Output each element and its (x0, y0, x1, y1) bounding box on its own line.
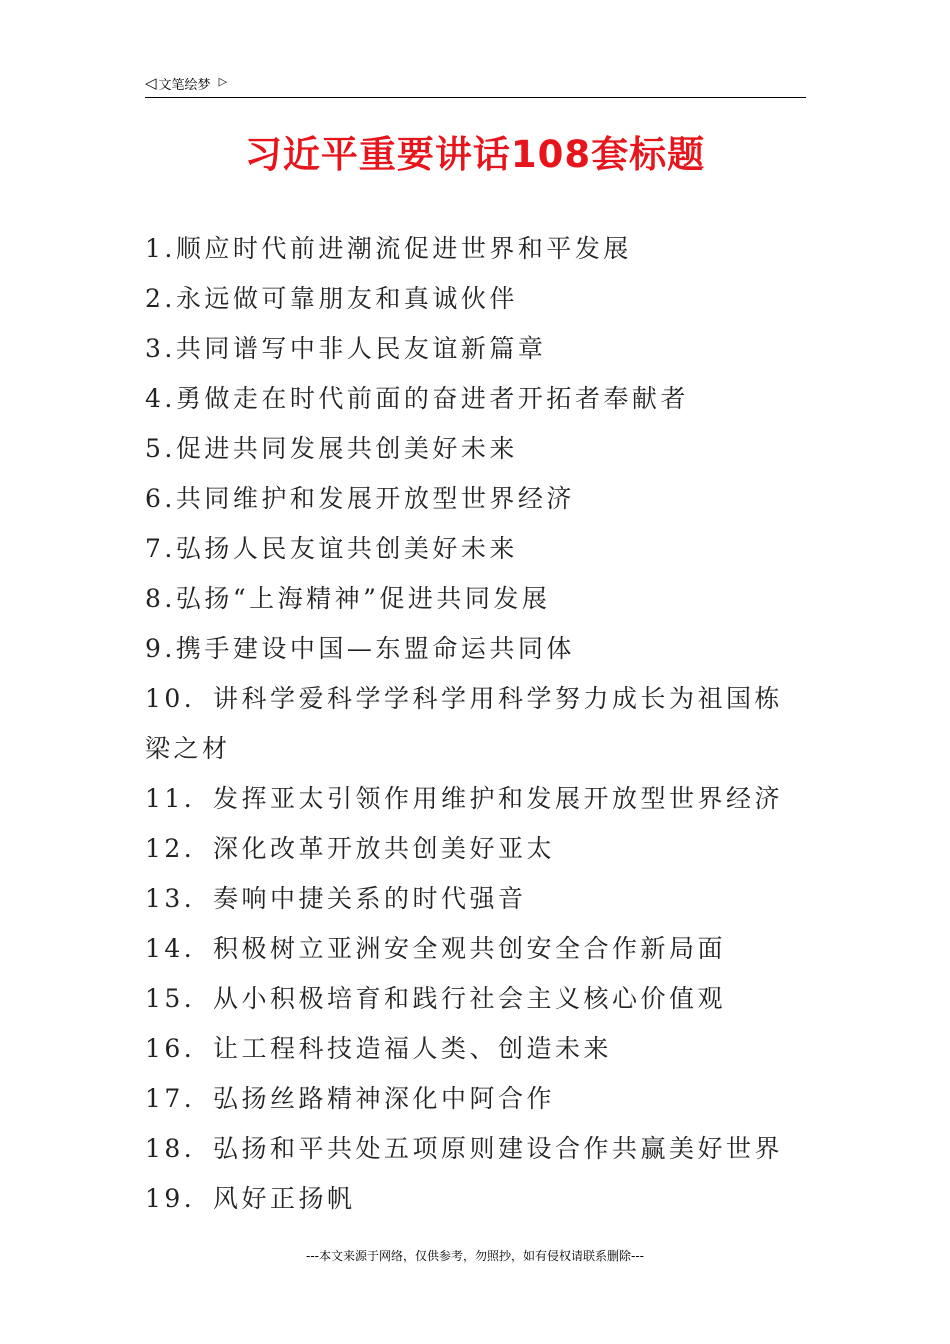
list-item-text: 积极树立亚洲安全观共创安全合作新局面 (213, 934, 727, 963)
list-item-text: 奏响中捷关系的时代强音 (213, 884, 527, 913)
list-item-text: 讲科学爱科学学科学用科学努力成长为祖国栋梁之材 (145, 684, 784, 763)
list-item-text: 让工程科技造福人类、创造未来 (213, 1034, 613, 1063)
list-item-number: 7. (145, 534, 176, 563)
list-item (145, 674, 810, 774)
list-item-text: 共同维护和发展开放型世界经济 (175, 484, 575, 513)
list-item-number: 3. (145, 334, 176, 363)
list-item-text: 风好正扬帆 (213, 1184, 356, 1213)
list-item-number: 15. (145, 984, 196, 1013)
header-rule (145, 97, 806, 98)
list-item-number: 18. (145, 1134, 196, 1163)
list-item-text: 顺应时代前进潮流促进世界和平发展 (175, 234, 632, 263)
list-item (145, 1124, 810, 1174)
triangle-left-icon: ◁ (145, 74, 157, 92)
list-item (145, 774, 810, 824)
list-item-text: 共同谱写中非人民友谊新篇章 (175, 334, 547, 363)
list-item (145, 824, 810, 874)
list-item-text: 弘扬人民友谊共创美好未来 (175, 534, 518, 563)
list-item-text: 永远做可靠朋友和真诚伙伴 (175, 284, 518, 313)
footer-disclaimer: ---本文来源于网络，仅供参考，勿照抄，如有侵权请联系删除--- (306, 1249, 644, 1263)
list-item-text: 弘扬丝路精神深化中阿合作 (213, 1084, 556, 1113)
list-item-number: 12. (145, 834, 196, 863)
header-brand: 文笔绘梦 (158, 78, 211, 93)
list-item-number: 19. (145, 1184, 196, 1213)
list-item (145, 224, 810, 274)
list-item (145, 274, 810, 324)
list-item (145, 874, 810, 924)
list-item (145, 424, 810, 474)
list-item-number: 2. (145, 284, 176, 313)
triangle-right-icon: ▷ (218, 75, 228, 88)
list-item (145, 474, 810, 524)
list-item-number: 6. (145, 484, 176, 513)
list-item (145, 374, 810, 424)
list-item-text: 促进共同发展共创美好未来 (175, 434, 518, 463)
list-item (145, 1174, 810, 1224)
list-item (145, 1024, 810, 1074)
list-item-number: 8. (145, 584, 176, 613)
document-title: 习近平重要讲话108套标题 (244, 133, 706, 176)
list-item (145, 524, 810, 574)
list-item-text: 深化改革开放共创美好亚太 (213, 834, 556, 863)
list-item-text: 弘扬“上海精神”促进共同发展 (175, 584, 551, 613)
list-item-number: 17. (145, 1084, 196, 1113)
document-header (145, 74, 227, 93)
list-item (145, 974, 810, 1024)
title-list (145, 224, 810, 1224)
list-item-number: 16. (145, 1034, 196, 1063)
list-item (145, 1074, 810, 1124)
list-item-number: 5. (145, 434, 176, 463)
list-item-number: 9. (145, 634, 176, 663)
list-item-number: 1. (145, 234, 176, 263)
list-item (145, 324, 810, 374)
list-item (145, 924, 810, 974)
list-item-text: 弘扬和平共处五项原则建设合作共赢美好世界 (213, 1134, 784, 1163)
list-item-number: 11. (145, 784, 196, 813)
list-item-number: 13. (145, 884, 196, 913)
list-item-text: 勇做走在时代前面的奋进者开拓者奉献者 (175, 384, 689, 413)
list-item (145, 574, 810, 624)
list-item-number: 10. (145, 684, 196, 713)
list-item-text: 发挥亚太引领作用维护和发展开放型世界经济 (213, 784, 784, 813)
list-item-number: 14. (145, 934, 196, 963)
list-item (145, 624, 810, 674)
list-item-text: 携手建设中国—东盟命运共同体 (175, 634, 575, 663)
list-item-text: 从小积极培育和践行社会主义核心价值观 (213, 984, 727, 1013)
list-item-number: 4. (145, 384, 176, 413)
